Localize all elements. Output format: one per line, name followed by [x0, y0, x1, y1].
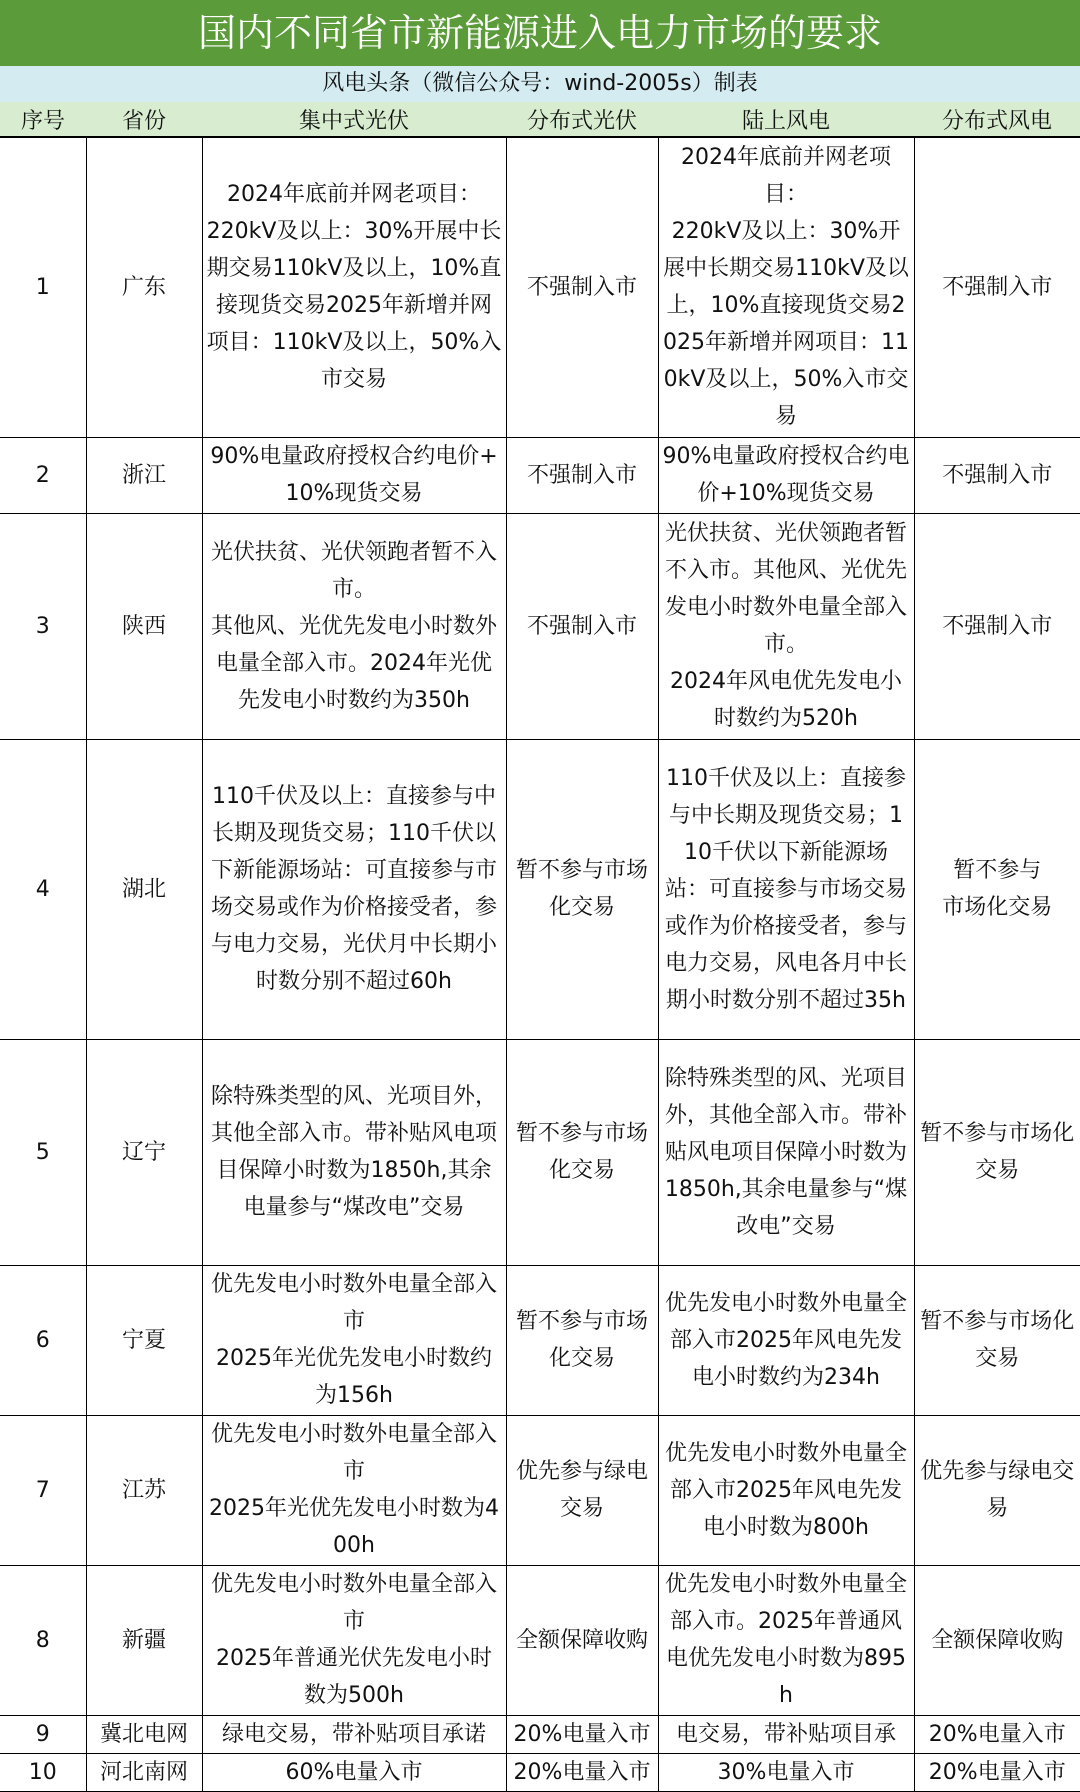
distributed-pv-cell: 不强制入市	[506, 137, 658, 437]
central-pv-cell: 90%电量政府授权合约电价+10%现货交易	[202, 437, 506, 513]
distributed-pv-cell: 优先参与绿电交易	[506, 1415, 658, 1565]
page-subtitle: 风电头条（微信公众号：wind-2005s）制表	[0, 66, 1080, 102]
table-row	[0, 1753, 1080, 1791]
central-pv-cell: 优先发电小时数外电量全部入市 2025年普通光伏先发电小时数为500h	[202, 1565, 506, 1715]
onshore-wind-cell: 110千伏及以上：直接参与中长期及现货交易；110千伏以下新能源场站：可直接参与市场交易或作为价格接受者，参与电力交易，风电各月中长期小时数分别不超过35h	[658, 739, 914, 1039]
central-pv-cell: 绿电交易，带补贴项目承诺	[202, 1715, 506, 1753]
province-cell: 广东	[86, 137, 202, 437]
onshore-wind-cell: 2024年底前并网老项目： 220kV及以上：30%开展中长期交易110kV及以上，10%直接现货交易2025年新增并网项目：110kV及以上，50%入市交易	[658, 137, 914, 437]
requirements-table	[0, 102, 1080, 1792]
table-header-row	[0, 102, 1080, 137]
central-pv-cell: 60%电量入市	[202, 1753, 506, 1791]
province-cell: 陕西	[86, 513, 202, 739]
row-number: 8	[0, 1565, 86, 1715]
row-number: 1	[0, 137, 86, 437]
column-header-province: 省份	[86, 102, 202, 137]
distributed-pv-cell: 全额保障收购	[506, 1565, 658, 1715]
table-row	[0, 1265, 1080, 1415]
row-number: 6	[0, 1265, 86, 1415]
central-pv-cell: 110千伏及以上：直接参与中长期及现货交易；110千伏以下新能源场站：可直接参与市场交易或作为价格接受者，参与电力交易，光伏月中长期小时数分别不超过60h	[202, 739, 506, 1039]
row-number: 5	[0, 1039, 86, 1265]
row-number: 7	[0, 1415, 86, 1565]
column-header-distributed-wind: 分布式风电	[914, 102, 1080, 137]
central-pv-cell: 优先发电小时数外电量全部入市 2025年光优先发电小时数约为156h	[202, 1265, 506, 1415]
distributed-wind-cell: 全额保障收购	[914, 1565, 1080, 1715]
distributed-wind-cell: 不强制入市	[914, 437, 1080, 513]
distributed-wind-cell: 不强制入市	[914, 513, 1080, 739]
province-cell: 浙江	[86, 437, 202, 513]
central-pv-cell: 优先发电小时数外电量全部入市 2025年光优先发电小时数为400h	[202, 1415, 506, 1565]
table-row	[0, 1415, 1080, 1565]
table-row	[0, 137, 1080, 437]
distributed-pv-cell: 20%电量入市	[506, 1753, 658, 1791]
onshore-wind-cell: 90%电量政府授权合约电价+10%现货交易	[658, 437, 914, 513]
onshore-wind-cell: 优先发电小时数外电量全部入市。2025年普通风电优先发电小时数为895h	[658, 1565, 914, 1715]
distributed-wind-cell: 20%电量入市	[914, 1715, 1080, 1753]
distributed-wind-cell: 暂不参与市场化交易	[914, 1265, 1080, 1415]
central-pv-cell: 除特殊类型的风、光项目外，其他全部入市。带补贴风电项目保障小时数为1850h,其余电量参与“煤改电”交易	[202, 1039, 506, 1265]
province-cell: 宁夏	[86, 1265, 202, 1415]
column-header-no: 序号	[0, 102, 86, 137]
onshore-wind-cell: 除特殊类型的风、光项目外，其他全部入市。带补贴风电项目保障小时数为1850h,其余电量参与“煤改电”交易	[658, 1039, 914, 1265]
row-number: 2	[0, 437, 86, 513]
onshore-wind-cell: 30%电量入市	[658, 1753, 914, 1791]
onshore-wind-cell: 电交易，带补贴项目承	[658, 1715, 914, 1753]
table-row	[0, 513, 1080, 739]
province-cell: 新疆	[86, 1565, 202, 1715]
column-header-onshore-wind: 陆上风电	[658, 102, 914, 137]
distributed-wind-cell: 20%电量入市	[914, 1753, 1080, 1791]
province-cell: 辽宁	[86, 1039, 202, 1265]
central-pv-cell: 光伏扶贫、光伏领跑者暂不入市。 其他风、光优先发电小时数外电量全部入市。2024年光优先发电小时数约为350h	[202, 513, 506, 739]
table-row	[0, 1715, 1080, 1753]
table-row	[0, 1565, 1080, 1715]
page-title: 国内不同省市新能源进入电力市场的要求	[0, 0, 1080, 66]
onshore-wind-cell: 优先发电小时数外电量全部入市2025年风电先发电小时数为800h	[658, 1415, 914, 1565]
province-cell: 冀北电网	[86, 1715, 202, 1753]
onshore-wind-cell: 优先发电小时数外电量全部入市2025年风电先发电小时数约为234h	[658, 1265, 914, 1415]
table-row	[0, 739, 1080, 1039]
distributed-wind-cell: 暂不参与 市场化交易	[914, 739, 1080, 1039]
column-header-distributed-pv: 分布式光伏	[506, 102, 658, 137]
row-number: 4	[0, 739, 86, 1039]
distributed-wind-cell: 暂不参与市场化交易	[914, 1039, 1080, 1265]
central-pv-cell: 2024年底前并网老项目： 220kV及以上：30%开展中长期交易110kV及以上，10%直接现货交易2025年新增并网项目：110kV及以上，50%入市交易	[202, 137, 506, 437]
table-row	[0, 437, 1080, 513]
table-row	[0, 1039, 1080, 1265]
province-cell: 湖北	[86, 739, 202, 1039]
distributed-pv-cell: 不强制入市	[506, 437, 658, 513]
distributed-pv-cell: 暂不参与市场化交易	[506, 1265, 658, 1415]
column-header-central-pv: 集中式光伏	[202, 102, 506, 137]
distributed-wind-cell: 不强制入市	[914, 137, 1080, 437]
province-cell: 江苏	[86, 1415, 202, 1565]
distributed-pv-cell: 不强制入市	[506, 513, 658, 739]
distributed-pv-cell: 暂不参与市场化交易	[506, 1039, 658, 1265]
distributed-pv-cell: 20%电量入市	[506, 1715, 658, 1753]
onshore-wind-cell: 光伏扶贫、光伏领跑者暂不入市。其他风、光优先发电小时数外电量全部入市。 2024年风电优先发电小时数约为520h	[658, 513, 914, 739]
row-number: 9	[0, 1715, 86, 1753]
distributed-wind-cell: 优先参与绿电交易	[914, 1415, 1080, 1565]
province-cell: 河北南网	[86, 1753, 202, 1791]
distributed-pv-cell: 暂不参与市场化交易	[506, 739, 658, 1039]
row-number: 10	[0, 1753, 86, 1791]
row-number: 3	[0, 513, 86, 739]
